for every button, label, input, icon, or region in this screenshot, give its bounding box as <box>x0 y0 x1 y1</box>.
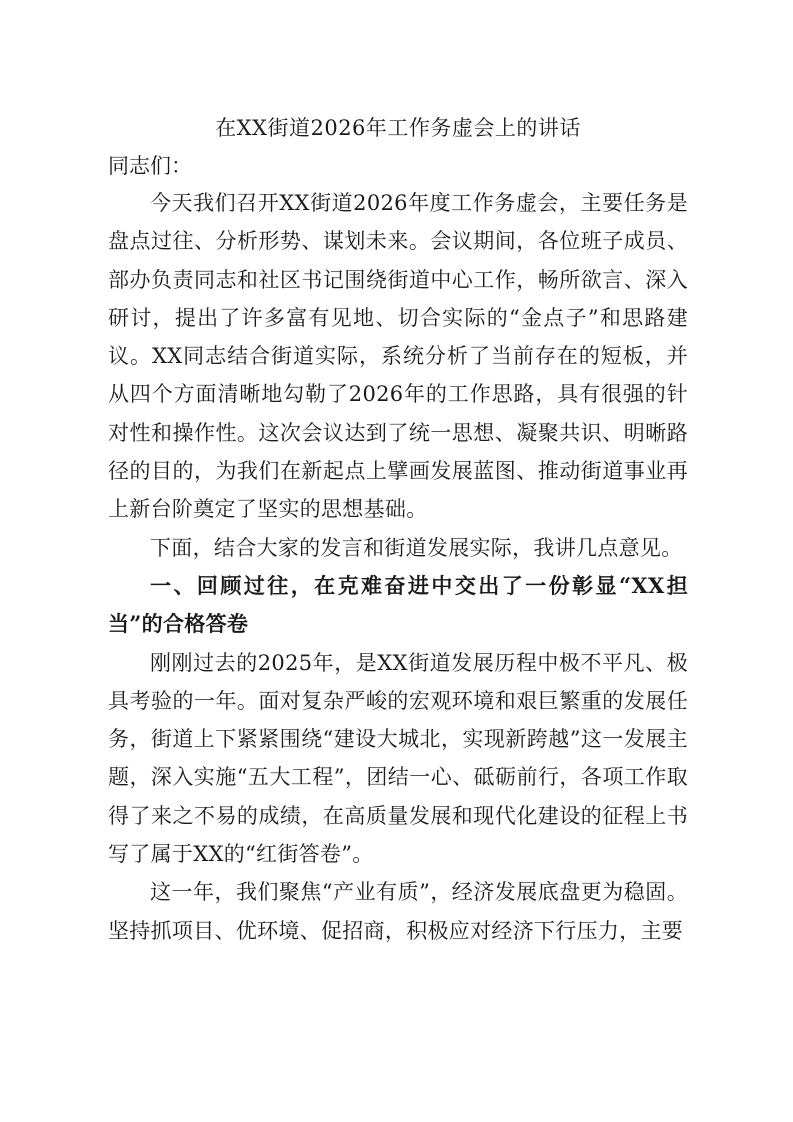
paragraph-transition: 下面，结合大家的发言和街道发展实际，我讲几点意见。 <box>150 535 683 560</box>
paragraph-opening: 今天我们召开XX街道2026年度工作务虚会，主要任务是盘点过往、分析形势、谋划未来。会议期间，各位班子成员、部办负责同志和社区书记围绕街道中心工作，畅所欲言、深入研讨，提出了许多富有见地、切合实际的“金点子”和思路建议。XX同志结合街道实际，系统分析了当前存在的短板，并从四个方面清晰地勾勒了2026年的工作思路，具有很强的针对性和操作性。这次会议达到了统一思想、凝聚共识、明晰路径的目的，为我们在新起点上擘画发展蓝图、推动街道事业再上新台阶奠定了坚实的思想基础。 <box>108 191 688 522</box>
document-title: 在XX街道2026年工作务虚会上的讲话 <box>215 116 581 140</box>
paragraph-industry-quality: 这一年，我们聚焦“产业有质”，经济发展底盘更为稳固。坚持抓项目、优环境、促招商，积极应对经济下行压力，主要 <box>108 880 688 943</box>
document-page <box>108 110 688 950</box>
paragraph-review-2025: 刚刚过去的2025年，是XX街道发展历程中极不平凡、极具考验的一年。面对复杂严峻的宏观环境和艰巨繁重的发展任务，街道上下紧紧围绕“建设大城北，实现新跨越”这一发展主题，深入实施“五大工程”，团结一心、砥砺前行，各项工作取得了来之不易的成绩，在高质量发展和现代化建设的征程上书写了属于XX的“红街答卷”。 <box>108 650 688 867</box>
salutation: 同志们： <box>108 154 192 178</box>
section-heading-1: 一、回顾过往，在克难奋进中交出了一份彰显“XX担当”的合格答卷 <box>108 572 688 637</box>
